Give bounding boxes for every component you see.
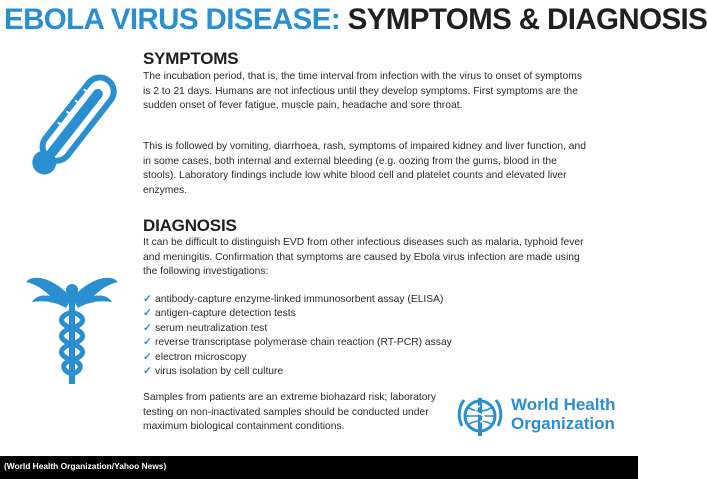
symptoms-heading: SYMPTOMS <box>143 49 239 68</box>
list-item <box>143 322 452 336</box>
list-item <box>143 293 452 307</box>
test-item-label: serum neutralization test <box>155 322 268 334</box>
check-icon: ✓ <box>143 351 152 363</box>
who-logo-line-1: World Health <box>511 395 616 414</box>
test-item-label: virus isolation by cell culture <box>155 366 284 378</box>
title-part-ebola: EBOLA VIRUS DISEASE: <box>4 3 341 36</box>
test-item-label: reverse transcriptase polymerase chain reaction (RT-PCR) assay <box>155 337 452 349</box>
check-icon: ✓ <box>143 322 152 334</box>
list-item <box>143 336 452 350</box>
thermometer-icon <box>20 60 125 195</box>
who-logo-line-2: Organization <box>511 414 615 433</box>
title-part-symptoms-diagnosis: SYMPTOMS & DIAGNOSIS <box>347 3 707 36</box>
list-item <box>143 307 452 321</box>
list-item <box>143 351 452 365</box>
symptoms-paragraph-2: This is followed by vomiting, diarrhoea, rash, symptoms of impaired kidney and liver function, and in some cases, both internal and external bleeding (e.g. oozing from the gums, blood in the stools). Laboratory findings include low white blood cell and platelet counts and elevated liver enzymes. <box>143 141 586 196</box>
check-icon: ✓ <box>143 308 152 320</box>
symptoms-paragraph-1: The incubation period, that is, the time interval from infection with the virus to onset of symptoms is 2 to 21 days. Humans are not infectious until they develop symptoms. First symptoms are the sudden onset of fever fatigue, muscle pain, headache and sore throat. <box>143 71 582 111</box>
image-credit: (World Health Organization/Yahoo News) <box>4 461 167 471</box>
test-item-label: antigen-capture detection tests <box>155 308 296 320</box>
check-icon: ✓ <box>143 294 152 305</box>
caduceus-icon <box>22 268 122 388</box>
test-item-label: antibody-capture enzyme-linked immunosorbent assay (ELISA) <box>155 294 444 305</box>
check-icon: ✓ <box>143 337 152 349</box>
who-emblem-icon <box>454 392 506 442</box>
biohazard-warning: Samples from patients are an extreme biohazard risk; laboratory testing on non-inactivated samples should be conducted under maximum biological containment conditions. <box>143 392 437 432</box>
caption-bar <box>0 456 638 479</box>
page-title <box>4 3 707 37</box>
who-logo-text <box>511 395 616 433</box>
diagnosis-intro: It can be difficult to distinguish EVD from other infectious diseases such as malaria, typhoid fever and meningitis. Confirmation that symptoms are caused by Ebola virus infection are made using the following investigations: <box>143 237 584 277</box>
list-item <box>143 365 452 379</box>
test-item-label: electron microscopy <box>155 351 247 363</box>
diagnosis-test-list <box>143 293 452 379</box>
check-icon: ✓ <box>143 366 152 378</box>
diagnosis-heading: DIAGNOSIS <box>143 216 237 235</box>
